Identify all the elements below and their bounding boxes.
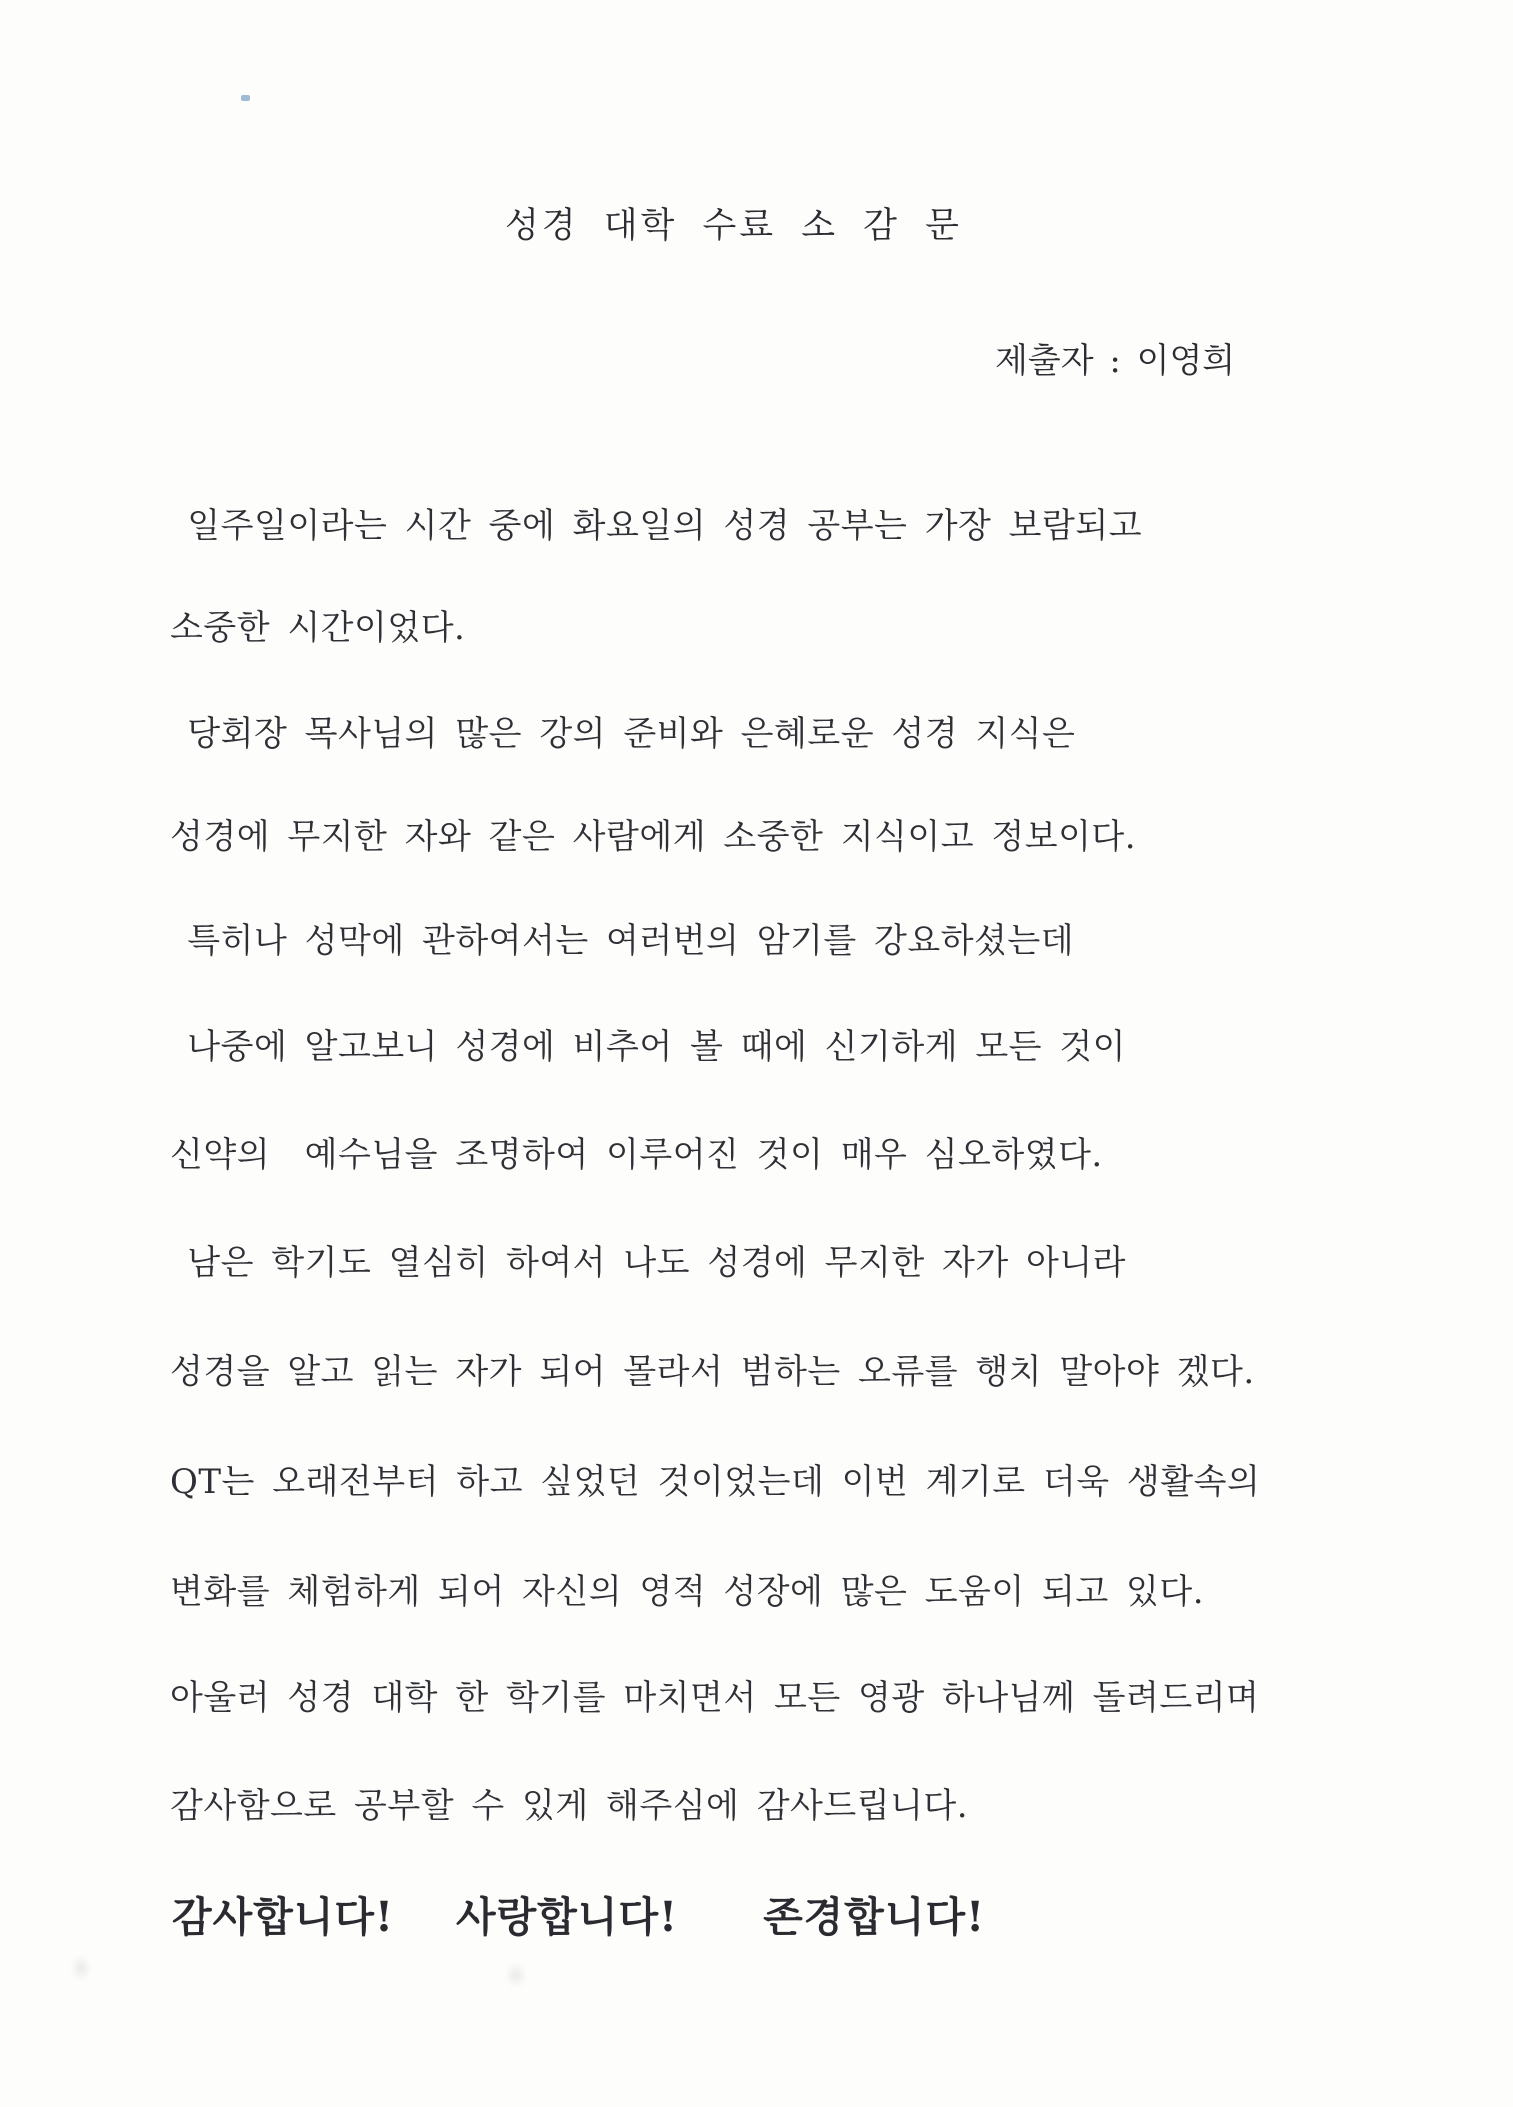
submitter-line: 제출자 : 이영희 — [995, 341, 1236, 381]
body-line: 소중한 시간이었다. — [170, 608, 466, 648]
body-line: 특히나 성막에 관하여서는 여러번의 암기를 강요하셨는데 — [170, 921, 1075, 961]
closing-phrase: 존경합니다! — [763, 1893, 986, 1941]
scan-speck-artifact — [241, 95, 250, 101]
closing-line — [172, 1884, 985, 1943]
body-line: 당회장 목사님의 많은 강의 준비와 은혜로운 성경 지식은 — [170, 714, 1076, 754]
scan-smudge-artifact — [70, 1955, 92, 1981]
body-line: 일주일이라는 시간 중에 화요일의 성경 공부는 가장 보람되고 — [170, 506, 1143, 546]
closing-phrase: 감사합니다! — [172, 1893, 395, 1941]
body-line: 남은 학기도 열심히 하여서 나도 성경에 무지한 자가 아니라 — [170, 1243, 1127, 1283]
body-line: 나중에 알고보니 성경에 비추어 볼 때에 신기하게 모든 것이 — [170, 1027, 1127, 1067]
body-line: 아울러 성경 대학 한 학기를 마치면서 모든 영광 하나님께 돌려드리며 — [170, 1678, 1260, 1718]
closing-phrase: 사랑합니다! — [456, 1893, 679, 1941]
body-line: 성경에 무지한 자와 같은 사람에게 소중한 지식이고 정보이다. — [170, 817, 1137, 857]
body-line: QT는 오래전부터 하고 싶었던 것이었는데 이번 계기로 더욱 생활속의 — [170, 1462, 1261, 1502]
body-line: 성경을 알고 읽는 자가 되어 몰라서 범하는 오류를 행치 말아야 겠다. — [170, 1352, 1255, 1392]
document-title: 성경 대학 수료 소 감 문 — [505, 206, 962, 246]
body-line: 감사함으로 공부할 수 있게 해주심에 감사드립니다. — [170, 1786, 969, 1826]
body-line: 변화를 체험하게 되어 자신의 영적 성장에 많은 도움이 되고 있다. — [170, 1572, 1205, 1612]
body-line: 신약의 예수님을 조명하여 이루어진 것이 매우 심오하였다. — [170, 1135, 1103, 1175]
scan-smudge-artifact — [505, 1962, 527, 1988]
